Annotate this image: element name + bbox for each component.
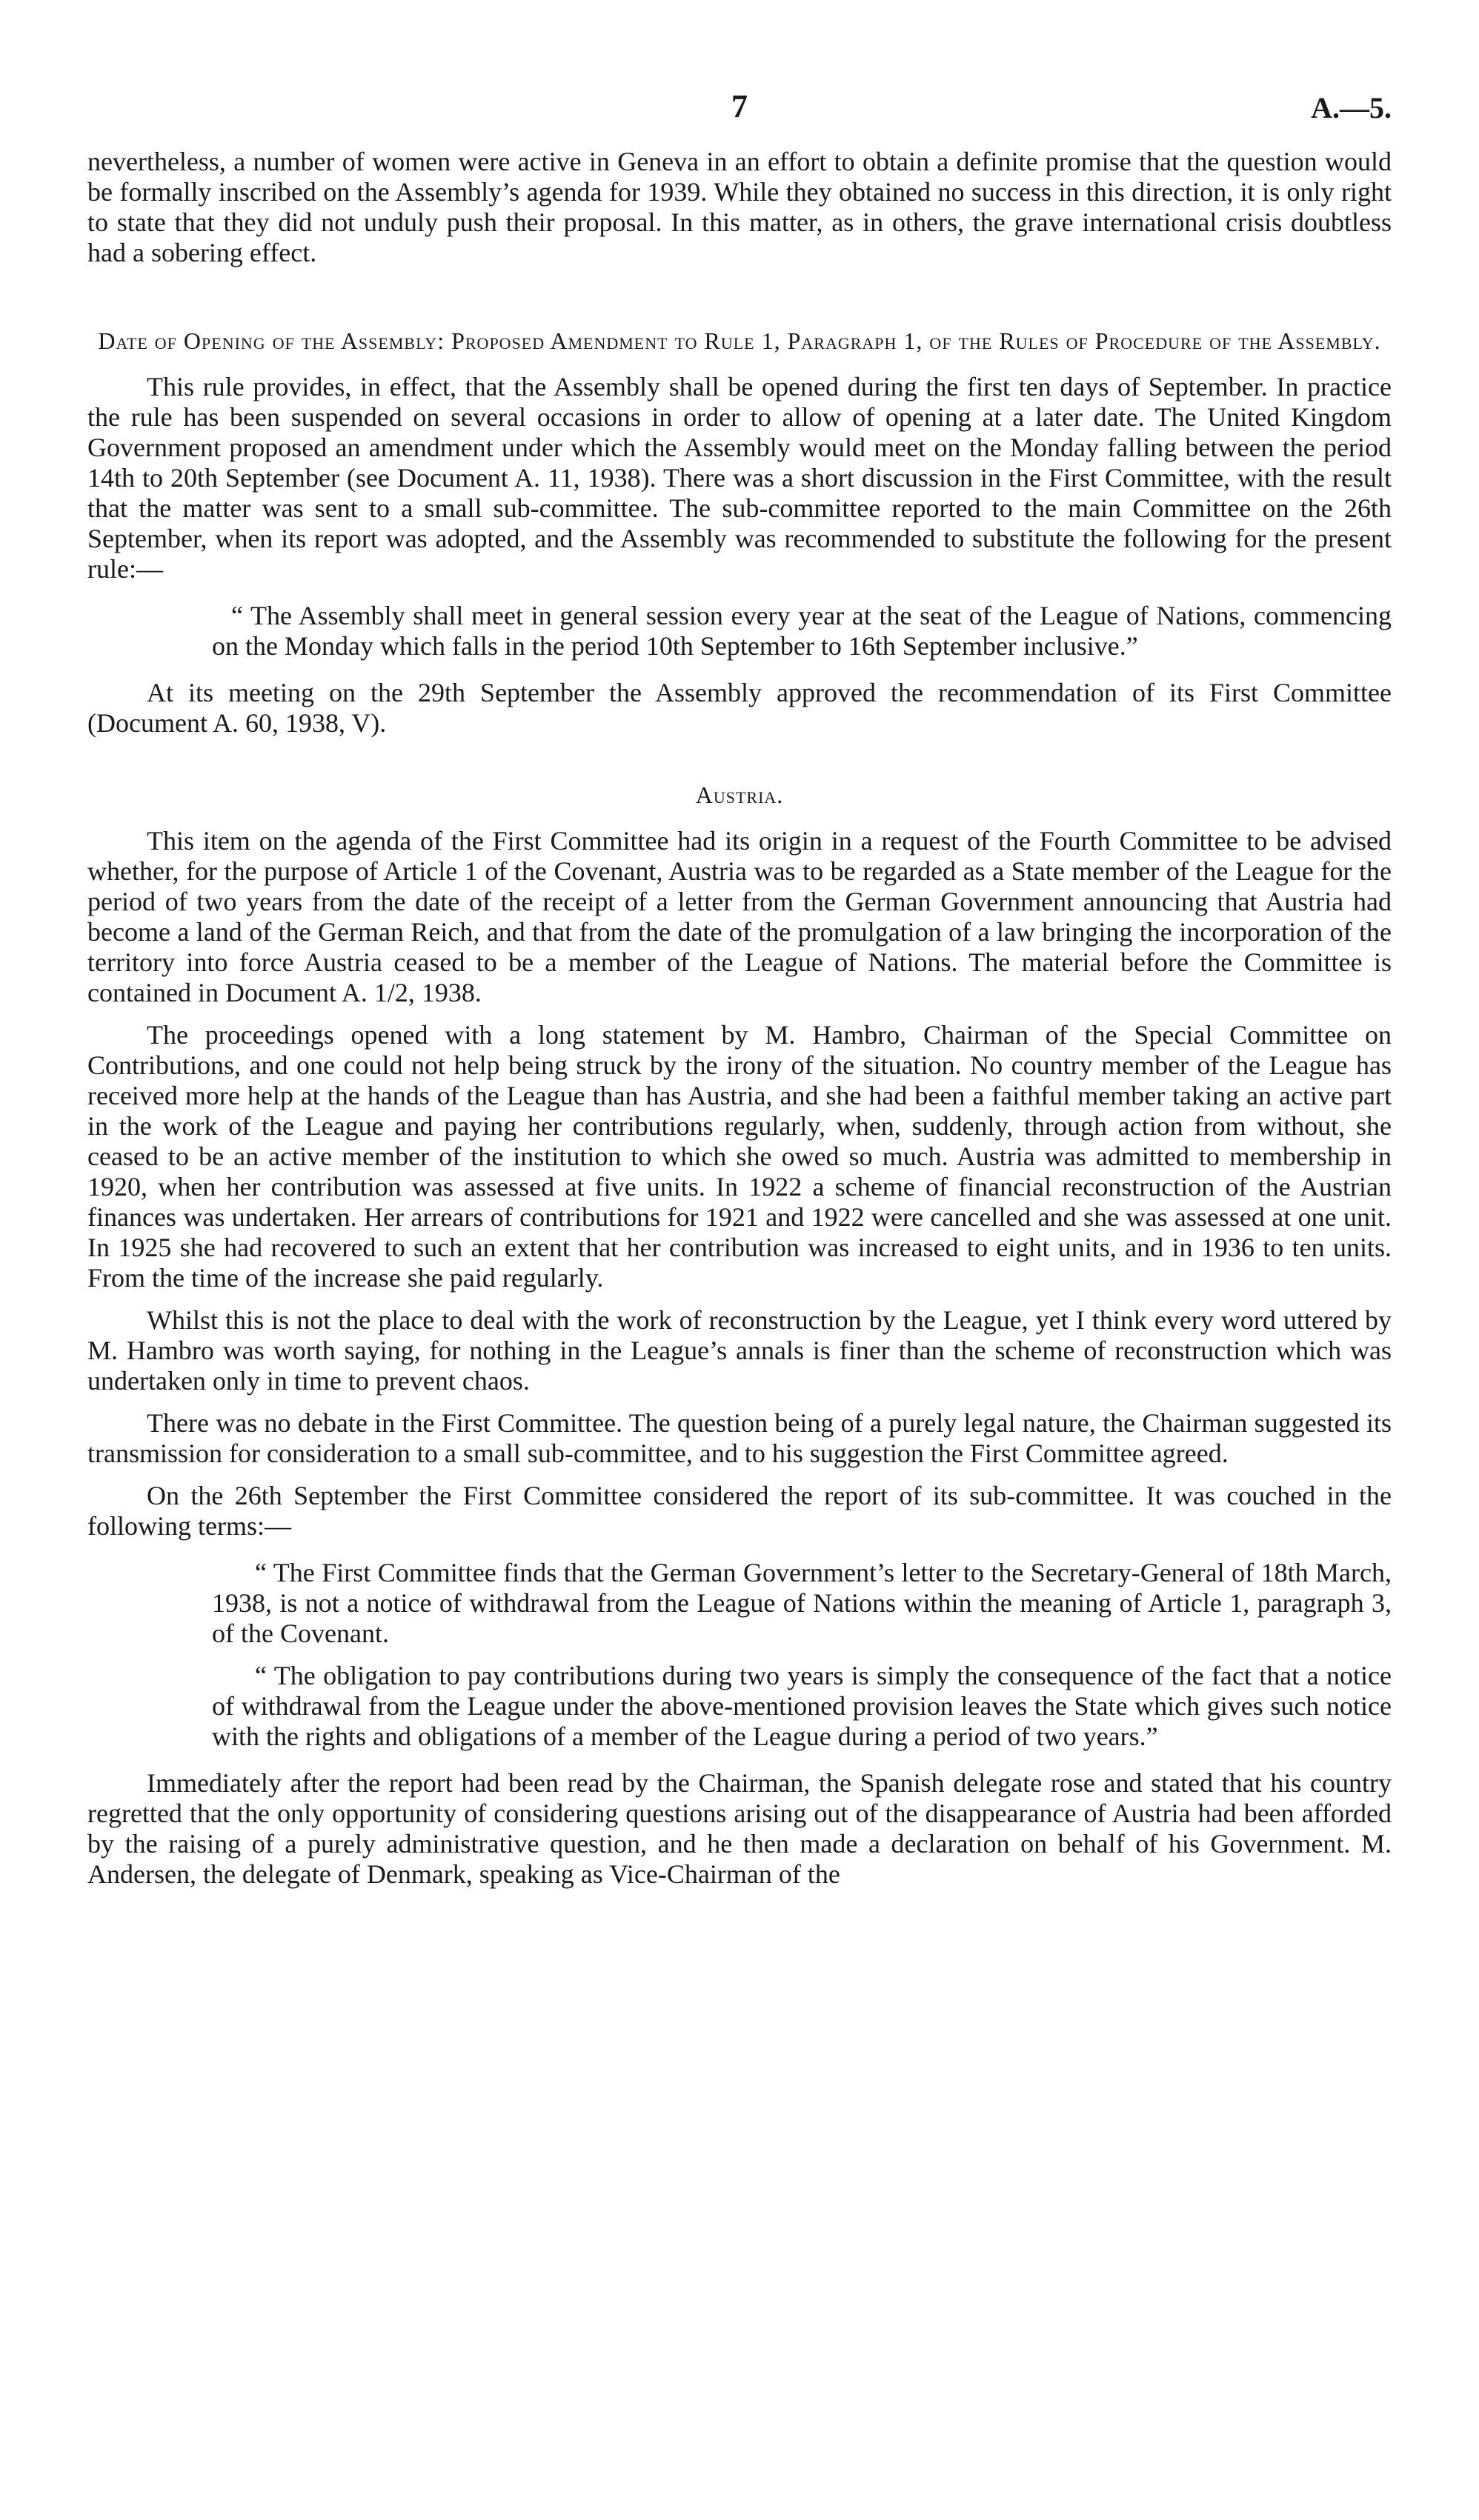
page-header [87, 87, 1392, 147]
paragraph: This item on the agenda of the First Committee had its origin in a request of the Fourth Committee to be advised whether, for the purpose of Article 1 of the Covenant, Austria was to be regarded as a State member of the League for the period of two years from the date of the receipt of a letter from the German Government announcing that Austria had become a land of the German Reich, and that from the date of the promulgation of a law bringing the incorporation of the territory into force Austria ceased to be a member of the League of Nations. The material before the Committee is contained in Document A. 1/2, 1938. [87, 826, 1392, 1007]
section-heading-date-of-opening: Date of Opening of the Assembly: Proposed Amendment to Rule 1, Paragraph 1, of the Rules of Procedure of the Assembly. [98, 327, 1381, 354]
block-quote [212, 1558, 1392, 1752]
quote-paragraph: “ The obligation to pay contributions during two years is simply the consequence of the fact that a notice of withdrawal from the League under the above-mentioned provision leaves the State which gives such notice with the rights and obligations of a member of the League during a period of two years.” [212, 1661, 1392, 1751]
intro-paragraph: nevertheless, a number of women were active in Geneva in an effort to obtain a definite promise that the question would be formally inscribed on the Assembly’s agenda for 1939. While they obtained no success in this direction, it is only right to state that they did not unduly push their proposal. In this matter, as in others, the grave international crisis doubtless had a sobering effect. [87, 147, 1392, 267]
quote-paragraph: “ The Assembly shall meet in general session every year at the seat of the League of Nations, commencing on the Monday which falls in the period 10th September to 16th September inclusive.” [212, 601, 1392, 661]
paragraph: There was no debate in the First Committee. The question being of a purely legal nature, the Chairman suggested its transmission for consideration to a small sub-committee, and to his suggestion the First Committee agreed. [87, 1408, 1392, 1468]
section-heading-austria: Austria. [695, 781, 784, 808]
paragraph: Immediately after the report had been read by the Chairman, the Spanish delegate rose and stated that his country regretted that the only opportunity of considering questions arising out of the disappearance of Austria had been afforded by the raising of a purely administrative question, and he then made a declaration on behalf of his Government. M. Andersen, the delegate of Denmark, speaking as Vice-Chairman of the [87, 1768, 1392, 1889]
paragraph: The proceedings opened with a long statement by M. Hambro, Chairman of the Special Committee on Contributions, and one could not help being struck by the irony of the situation. No country member of the League has received more help at the hands of the League than has Austria, and she had been a faithful member taking an active part in the work of the League and paying her contributions regularly, when, suddenly, through action from without, she ceased to be an active member of the institution to which she owed so much. Austria was admitted to membership in 1920, when her contribution was assessed at five units. In 1922 a scheme of financial reconstruction of the Austrian finances was undertaken. Her arrears of contributions for 1921 and 1922 were cancelled and she was assessed at one unit. In 1925 she had recovered to such an extent that her contribution was increased to eight units, and in 1936 to ten units. From the time of the increase she paid regularly. [87, 1020, 1392, 1293]
paragraph: At its meeting on the 29th September the Assembly approved the recommendation of its First Committee (Document A. 60, 1938, V). [87, 678, 1392, 738]
paragraph: On the 26th September the First Committee considered the report of its sub-committee. It was couched in the following terms:— [87, 1481, 1392, 1541]
paragraph: Whilst this is not the place to deal with the work of reconstruction by the League, yet I think every word uttered by M. Hambro was worth saying, for nothing in the League’s annals is finer than the scheme of reconstruction which was undertaken only in time to prevent chaos. [87, 1305, 1392, 1396]
paragraph: This rule provides, in effect, that the Assembly shall be opened during the first ten days of September. In practice the rule has been suspended on several occasions in order to allow of opening at a later date. The United Kingdom Government proposed an amendment under which the Assembly would meet on the Monday falling between the period 14th to 20th September (see Document A. 11, 1938). There was a short discussion in the First Committee, with the result that the matter was sent to a small sub-committee. The sub-committee reported to the main Committee on the 26th September, when its report was adopted, and the Assembly was recommended to substitute the following for the present rule:— [87, 372, 1392, 584]
page-number: 7 [731, 88, 748, 124]
document-page [87, 87, 1392, 1890]
quote-paragraph: “ The First Committee finds that the German Government’s letter to the Secretary-General of 18th March, 1938, is not a notice of withdrawal from the League of Nations within the meaning of Article 1, paragraph 3, of the Covenant. [212, 1558, 1392, 1648]
document-reference: A.—5. [1311, 91, 1392, 124]
block-quote [212, 601, 1392, 661]
